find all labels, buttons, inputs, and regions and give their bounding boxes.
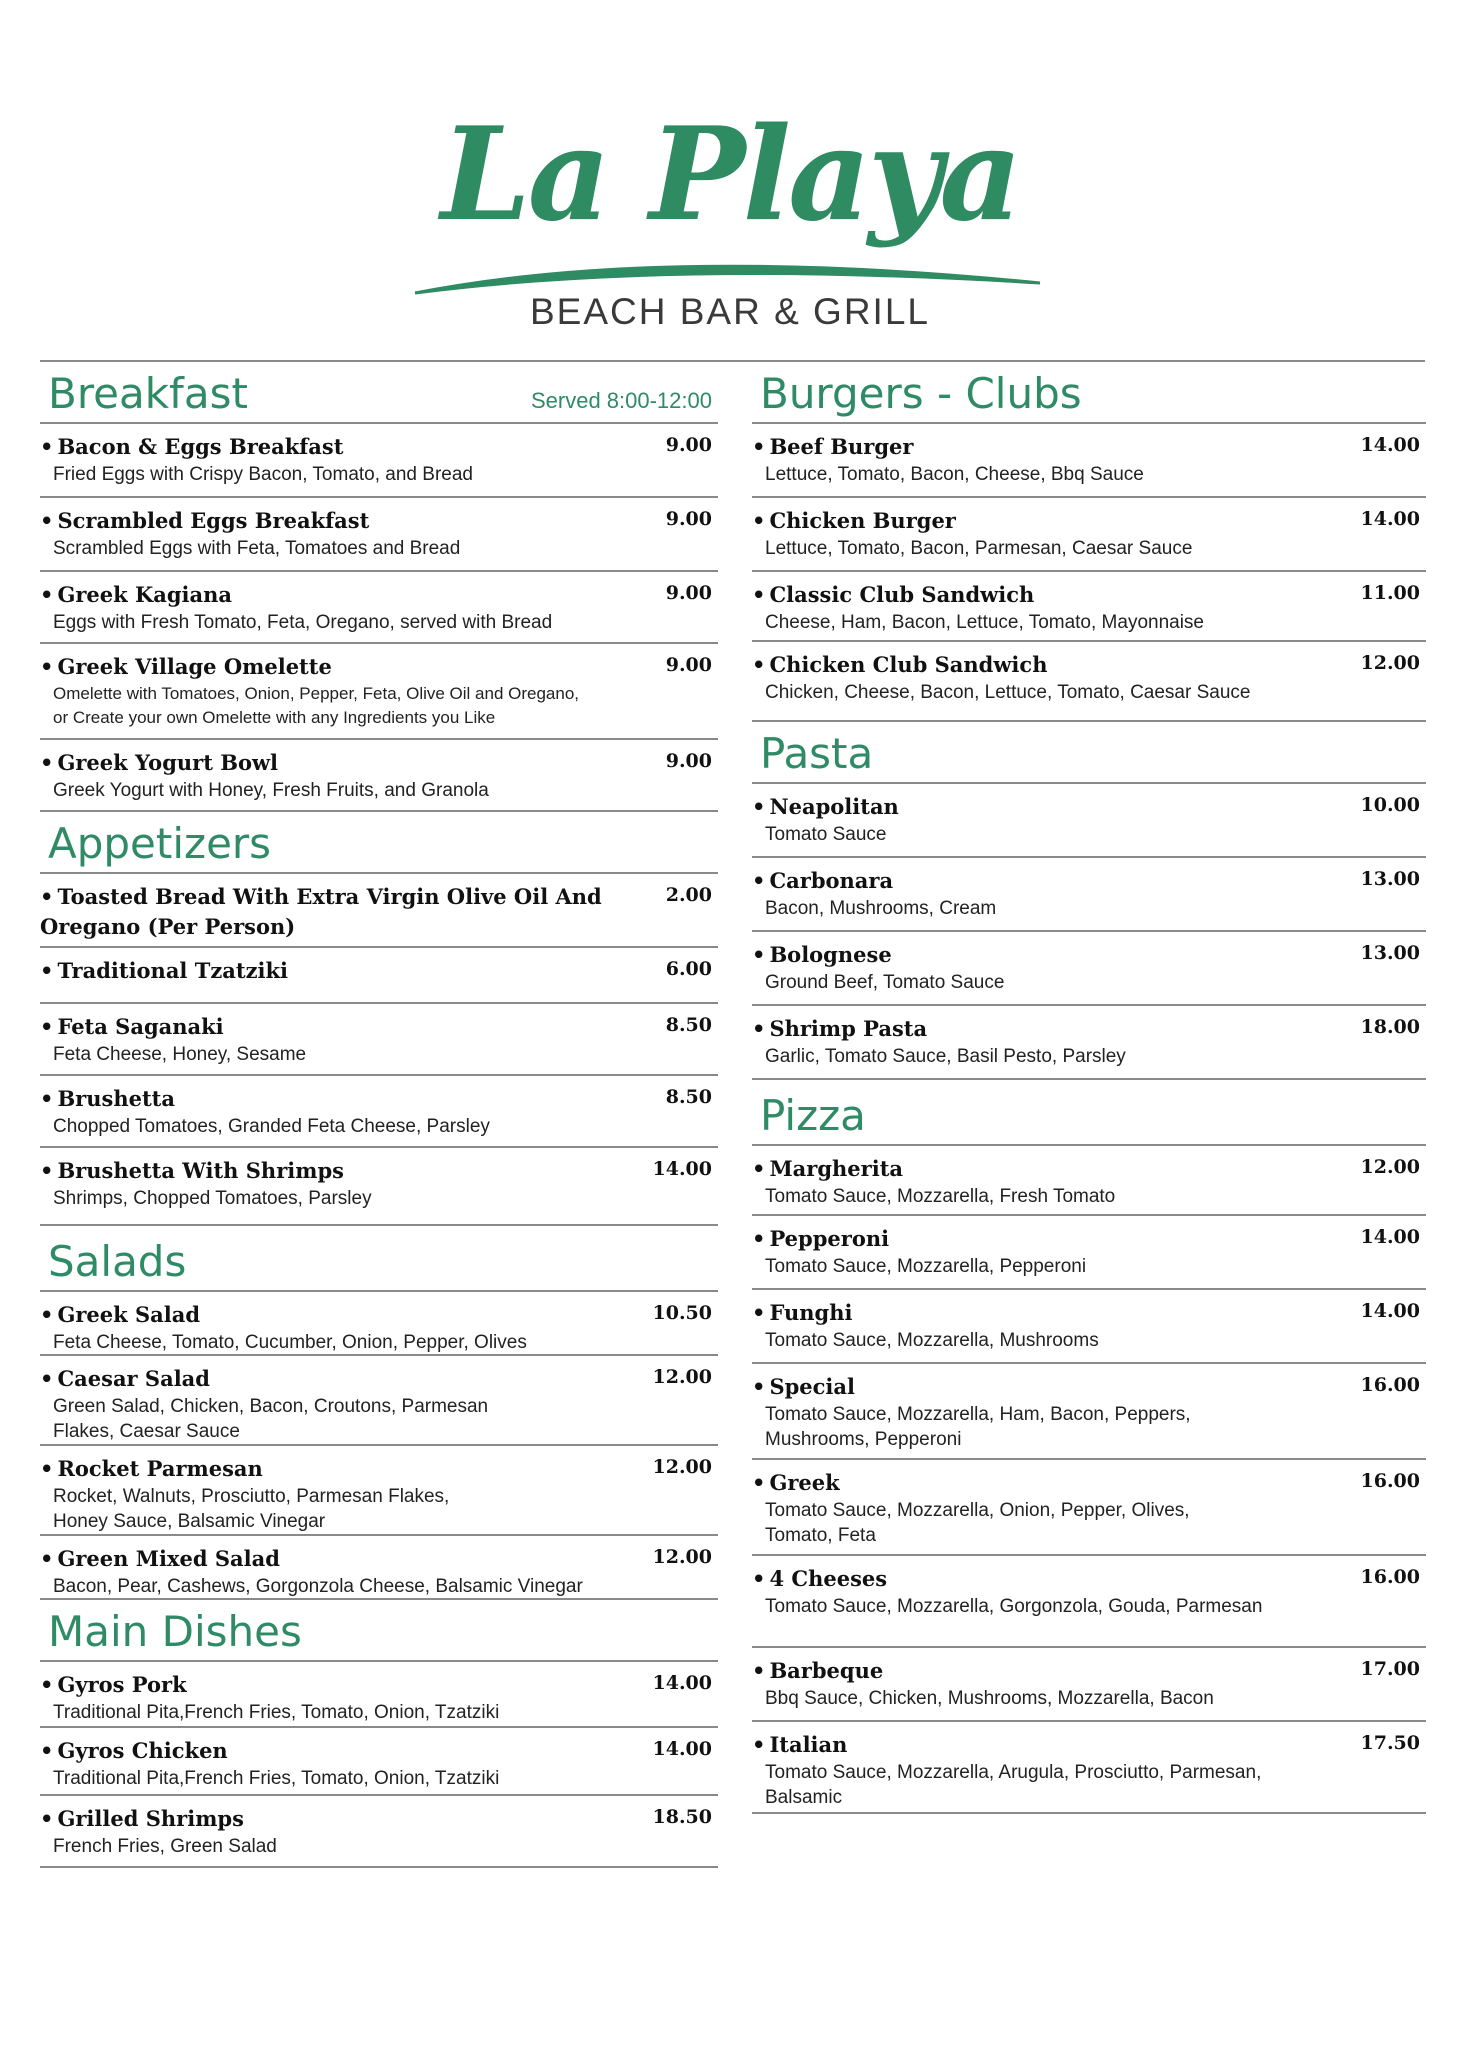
menu-item-description: Tomato Sauce, Mozzarella, Pepperoni [765, 1256, 1087, 1277]
menu-item-name [752, 1014, 1420, 1044]
menu-item-name-text: Chicken Club Sandwich [769, 652, 1048, 677]
menu-item-price: 12.00 [1360, 652, 1420, 674]
menu-item-name-text: Margherita [769, 1156, 904, 1181]
bullet-icon: • [752, 1375, 766, 1399]
menu-item-description: Traditional Pita,French Fries, Tomato, Onion, Tzatziki [53, 1768, 500, 1789]
menu-item-name [40, 652, 712, 682]
section-header-breakfast [40, 364, 718, 424]
menu-item-shrimp-pasta [752, 1006, 1426, 1080]
menu-item-chicken-burger [752, 498, 1426, 572]
menu-item-price: 14.00 [652, 1672, 712, 1694]
menu-item-gyros-pork [40, 1662, 718, 1728]
menu-item-description: Tomato Sauce, Mozzarella, Gorgonzola, Gouda, Parmesan [765, 1596, 1263, 1617]
menu-item-brushetta-with-shrimps [40, 1148, 718, 1226]
menu-item-description: Omelette with Tomatoes, Onion, Pepper, Feta, Olive Oil and Oregano, [53, 684, 580, 703]
section-title: Salads [48, 1237, 187, 1286]
menu-item-description: Lettuce, Tomato, Bacon, Parmesan, Caesar Sauce [765, 538, 1193, 559]
bullet-icon: • [752, 795, 766, 819]
menu-item-name-text: Italian [769, 1732, 848, 1757]
menu-item-name [40, 1736, 712, 1766]
menu-item-neapolitan [752, 784, 1426, 858]
menu-item-margherita [752, 1146, 1426, 1216]
menu-item-price: 13.00 [1360, 868, 1420, 890]
bullet-icon: • [40, 583, 54, 607]
menu-item-price: 16.00 [1360, 1470, 1420, 1492]
menu-item-description: Fried Eggs with Crispy Bacon, Tomato, and Bread [53, 464, 473, 485]
menu-item-name-text: Brushetta [57, 1086, 175, 1111]
menu-item-name [40, 882, 712, 942]
menu-item-name-text: Greek Village Omelette [57, 654, 332, 679]
bullet-icon: • [40, 1807, 54, 1831]
menu-item-bolognese [752, 932, 1426, 1006]
bullet-icon: • [752, 1157, 766, 1181]
menu-item-description: Ground Beef, Tomato Sauce [765, 972, 1005, 993]
bullet-icon: • [40, 1673, 54, 1697]
bullet-icon: • [40, 1367, 54, 1391]
menu-item-name-text: Feta Saganaki [57, 1014, 224, 1039]
menu-item-price: 9.00 [665, 750, 712, 772]
menu-item-toasted-bread-with-extra-virgin-olive-oil-and-oregano-per-person [40, 874, 718, 948]
menu-item-description-line2: or Create your own Omelette with any Ingredients you Like [53, 708, 496, 727]
menu-item-greek [752, 1460, 1426, 1556]
bullet-icon: • [752, 583, 766, 607]
menu-item-name-text: Brushetta With Shrimps [57, 1158, 344, 1183]
menu-item-price: 2.00 [665, 884, 712, 906]
menu-item-name [752, 1730, 1420, 1760]
bullet-icon: • [40, 751, 54, 775]
menu-item-name-text: Barbeque [769, 1658, 884, 1683]
menu-item-name-text: Grilled Shrimps [57, 1806, 244, 1831]
menu-item-description: Tomato Sauce, Mozzarella, Ham, Bacon, Peppers, [765, 1404, 1191, 1425]
menu-item-price: 17.50 [1360, 1732, 1420, 1754]
menu-item-price: 14.00 [1360, 434, 1420, 456]
section-header-main-dishes [40, 1600, 718, 1662]
bullet-icon: • [40, 1015, 54, 1039]
menu-item-chicken-club-sandwich [752, 642, 1426, 722]
section-title: Breakfast [48, 369, 248, 418]
menu-item-description: Scrambled Eggs with Feta, Tomatoes and Bread [53, 538, 461, 559]
menu-item-greek-village-omelette [40, 644, 718, 740]
menu-item-name [752, 580, 1420, 610]
menu-item-price: 11.00 [1360, 582, 1420, 604]
menu-item-pepperoni [752, 1216, 1426, 1290]
menu-item-barbeque [752, 1648, 1426, 1722]
bullet-icon: • [752, 1659, 766, 1683]
bullet-icon: • [40, 1457, 54, 1481]
menu-item-name-text: Toasted Bread With Extra Virgin Olive Oil And Oregano (Per Person) [40, 884, 602, 939]
menu-item-description: Traditional Pita,French Fries, Tomato, Onion, Tzatziki [53, 1702, 500, 1723]
menu-item-price: 10.50 [652, 1302, 712, 1324]
menu-item-name [752, 1298, 1420, 1328]
menu-item-name [40, 1084, 712, 1114]
menu-item-price: 12.00 [1360, 1156, 1420, 1178]
menu-item-name-text: Rocket Parmesan [57, 1456, 263, 1481]
bullet-icon: • [752, 1471, 766, 1495]
brand-subtitle: BEACH BAR & GRILL [529, 291, 930, 332]
menu-item-description: Feta Cheese, Honey, Sesame [53, 1044, 307, 1065]
section-title: Pasta [760, 729, 874, 778]
menu-item-grilled-shrimps [40, 1796, 718, 1868]
section-header-pasta [752, 722, 1426, 784]
bullet-icon: • [40, 509, 54, 533]
menu-item-bacon-eggs-breakfast [40, 424, 718, 498]
menu-item-name-text: Greek Salad [57, 1302, 201, 1327]
menu-item-name [752, 1564, 1420, 1594]
menu-item-name-text: Bolognese [769, 942, 892, 967]
menu-item-name [752, 866, 1420, 896]
menu-item-name-text: Carbonara [769, 868, 894, 893]
menu-item-description: Greek Yogurt with Honey, Fresh Fruits, and Granola [53, 780, 489, 801]
menu-item-name-text: Gyros Pork [57, 1672, 187, 1697]
menu-item-price: 17.00 [1360, 1658, 1420, 1680]
menu-item-name-text: Shrimp Pasta [769, 1016, 928, 1041]
menu-item-name [40, 432, 712, 462]
menu-item-name-text: Traditional Tzatziki [57, 958, 289, 983]
menu-item-description: Cheese, Ham, Bacon, Lettuce, Tomato, Mayonnaise [765, 612, 1205, 633]
menu-item-description: Lettuce, Tomato, Bacon, Cheese, Bbq Sauce [765, 464, 1144, 485]
menu-item-description-line2: Flakes, Caesar Sauce [53, 1421, 240, 1442]
menu-item-name [752, 1468, 1420, 1498]
menu-item-beef-burger [752, 424, 1426, 498]
menu-item-special [752, 1364, 1426, 1460]
section-title: Pizza [760, 1091, 866, 1140]
menu-item-description-line2: Honey Sauce, Balsamic Vinegar [53, 1511, 326, 1532]
menu-item-name-text: Pepperoni [769, 1226, 890, 1251]
bullet-icon: • [40, 1303, 54, 1327]
menu-item-name [40, 1364, 712, 1394]
menu-item-name-text: Green Mixed Salad [57, 1546, 280, 1571]
section-title: Appetizers [48, 819, 272, 868]
bullet-icon: • [40, 1547, 54, 1571]
menu-item-price: 16.00 [1360, 1566, 1420, 1588]
menu-item-name-text: Gyros Chicken [57, 1738, 228, 1763]
menu-item-funghi [752, 1290, 1426, 1364]
menu-item-name [40, 1804, 712, 1834]
menu-item-price: 14.00 [652, 1738, 712, 1760]
menu-item-price: 8.50 [665, 1086, 712, 1108]
menu-item-name [40, 956, 712, 986]
bullet-icon: • [752, 509, 766, 533]
menu-item-name-text: Neapolitan [769, 794, 899, 819]
menu-item-price: 16.00 [1360, 1374, 1420, 1396]
bullet-icon: • [40, 435, 54, 459]
bullet-icon: • [40, 1159, 54, 1183]
bullet-icon: • [40, 1739, 54, 1763]
menu-item-price: 6.00 [665, 958, 712, 980]
menu-item-price: 9.00 [665, 582, 712, 604]
bullet-icon: • [752, 653, 766, 677]
menu-item-price: 9.00 [665, 508, 712, 530]
menu-item-caesar-salad [40, 1356, 718, 1446]
menu-item-description: Bbq Sauce, Chicken, Mushrooms, Mozzarella, Bacon [765, 1688, 1214, 1709]
menu-item-description: Shrimps, Chopped Tomatoes, Parsley [53, 1188, 372, 1209]
menu-item-name [752, 1372, 1420, 1402]
menu-item-price: 12.00 [652, 1456, 712, 1478]
section-note: Served 8:00-12:00 [530, 388, 712, 413]
menu-item-name-text: Greek [769, 1470, 840, 1495]
menu-item-classic-club-sandwich [752, 572, 1426, 642]
menu-item-name-text: Funghi [769, 1300, 853, 1325]
menu-item-name [752, 506, 1420, 536]
menu-item-name [40, 1544, 712, 1574]
bullet-icon: • [752, 1567, 766, 1591]
menu-item-name-text: Special [769, 1374, 855, 1399]
menu-item-name [40, 1156, 712, 1186]
menu-column-left [40, 364, 718, 1868]
menu-item-traditional-tzatziki [40, 948, 718, 1004]
menu-item-name [752, 792, 1420, 822]
section-header-appetizers [40, 812, 718, 874]
top-divider [40, 360, 1425, 362]
menu-item-name-text: Greek Yogurt Bowl [57, 750, 279, 775]
menu-item-scrambled-eggs-breakfast [40, 498, 718, 572]
menu-item-price: 14.00 [1360, 1226, 1420, 1248]
menu-item-name [752, 432, 1420, 462]
menu-item-price: 10.00 [1360, 794, 1420, 816]
menu-item-price: 14.00 [1360, 508, 1420, 530]
menu-item-description: Rocket, Walnuts, Prosciutto, Parmesan Flakes, [53, 1486, 450, 1507]
bullet-icon: • [752, 1227, 766, 1251]
menu-item-name-text: Bacon & Eggs Breakfast [57, 434, 344, 459]
menu-item-gyros-chicken [40, 1728, 718, 1796]
menu-item-name-text: Greek Kagiana [57, 582, 233, 607]
menu-item-name [40, 1670, 712, 1700]
menu-item-price: 9.00 [665, 434, 712, 456]
menu-item-name [752, 1224, 1420, 1254]
menu-item-price: 12.00 [652, 1366, 712, 1388]
menu-item-name [752, 940, 1420, 970]
menu-item-feta-saganaki [40, 1004, 718, 1076]
section-title: Main Dishes [48, 1607, 302, 1656]
menu-item-carbonara [752, 858, 1426, 932]
menu-item-name-text: 4 Cheeses [769, 1566, 888, 1591]
menu-item-description: Tomato Sauce, Mozzarella, Onion, Pepper, Olives, [765, 1500, 1190, 1521]
section-header-salads [40, 1226, 718, 1292]
menu-item-name-text: Beef Burger [769, 434, 914, 459]
menu-item-brushetta [40, 1076, 718, 1148]
bullet-icon: • [752, 1733, 766, 1757]
menu-item-price: 18.00 [1360, 1016, 1420, 1038]
menu-item-price: 12.00 [652, 1546, 712, 1568]
menu-item-name [40, 1012, 712, 1042]
menu-item-price: 14.00 [1360, 1300, 1420, 1322]
menu-item-price: 14.00 [652, 1158, 712, 1180]
bullet-icon: • [752, 435, 766, 459]
menu-item-name [40, 1454, 712, 1484]
menu-item-description-line2: Mushrooms, Pepperoni [765, 1429, 962, 1450]
menu-item-name [40, 1300, 712, 1330]
menu-item-description: Tomato Sauce, Mozzarella, Fresh Tomato [765, 1186, 1116, 1207]
menu-item-name-text: Caesar Salad [57, 1366, 210, 1391]
menu-item-name [40, 506, 712, 536]
menu-item-rocket-parmesan [40, 1446, 718, 1536]
section-title: Burgers - Clubs [760, 369, 1082, 418]
bullet-icon: • [752, 943, 766, 967]
menu-item-name [752, 1154, 1420, 1184]
section-header-pizza [752, 1080, 1426, 1146]
menu-item-description: Garlic, Tomato Sauce, Basil Pesto, Parsley [765, 1046, 1126, 1067]
menu-item-description: Feta Cheese, Tomato, Cucumber, Onion, Pepper, Olives [53, 1332, 527, 1353]
menu-item-description: Tomato Sauce, Mozzarella, Arugula, Prosciutto, Parmesan, [765, 1762, 1262, 1783]
bullet-icon: • [40, 655, 54, 679]
menu-item-description: Eggs with Fresh Tomato, Feta, Oregano, served with Bread [53, 612, 553, 633]
menu-item-name [752, 1656, 1420, 1686]
menu-item-price: 9.00 [665, 654, 712, 676]
menu-item-price: 8.50 [665, 1014, 712, 1036]
menu-item-price: 13.00 [1360, 942, 1420, 964]
menu-item-description: Chicken, Cheese, Bacon, Lettuce, Tomato, Caesar Sauce [765, 682, 1251, 703]
menu-item-greek-kagiana [40, 572, 718, 644]
menu-item-description-line2: Balsamic [765, 1787, 843, 1808]
menu-item-4-cheeses [752, 1556, 1426, 1648]
menu-item-name-text: Classic Club Sandwich [769, 582, 1035, 607]
menu-item-name [40, 748, 712, 778]
menu-item-description: Bacon, Mushrooms, Cream [765, 898, 997, 919]
menu-item-greek-yogurt-bowl [40, 740, 718, 812]
logo [410, 95, 1050, 345]
bullet-icon: • [40, 1087, 54, 1111]
menu-item-description: Tomato Sauce, Mozzarella, Mushrooms [765, 1330, 1099, 1351]
menu-item-name [752, 650, 1420, 680]
menu-item-name-text: Scrambled Eggs Breakfast [57, 508, 370, 533]
bullet-icon: • [752, 869, 766, 893]
menu-item-price: 18.50 [652, 1806, 712, 1828]
brand-name: La Playa [440, 100, 1020, 250]
bullet-icon: • [752, 1017, 766, 1041]
bullet-icon: • [40, 885, 54, 909]
menu-item-green-mixed-salad [40, 1536, 718, 1600]
logo-swoosh [410, 95, 1050, 295]
bullet-icon: • [40, 959, 54, 983]
menu-item-description-line2: Tomato, Feta [765, 1525, 876, 1546]
menu-item-description: Bacon, Pear, Cashews, Gorgonzola Cheese, Balsamic Vinegar [53, 1576, 583, 1597]
menu-item-description: Chopped Tomatoes, Granded Feta Cheese, Parsley [53, 1116, 490, 1137]
menu-item-description: Tomato Sauce [765, 824, 887, 845]
menu-item-name-text: Chicken Burger [769, 508, 956, 533]
bullet-icon: • [752, 1301, 766, 1325]
menu-item-name [40, 580, 712, 610]
menu-item-italian [752, 1722, 1426, 1814]
menu-column-right [752, 364, 1426, 1814]
menu-item-description: Green Salad, Chicken, Bacon, Croutons, Parmesan [53, 1396, 489, 1417]
section-header-burgers-clubs [752, 364, 1426, 424]
menu-item-greek-salad [40, 1292, 718, 1356]
menu-item-description: French Fries, Green Salad [53, 1836, 277, 1857]
